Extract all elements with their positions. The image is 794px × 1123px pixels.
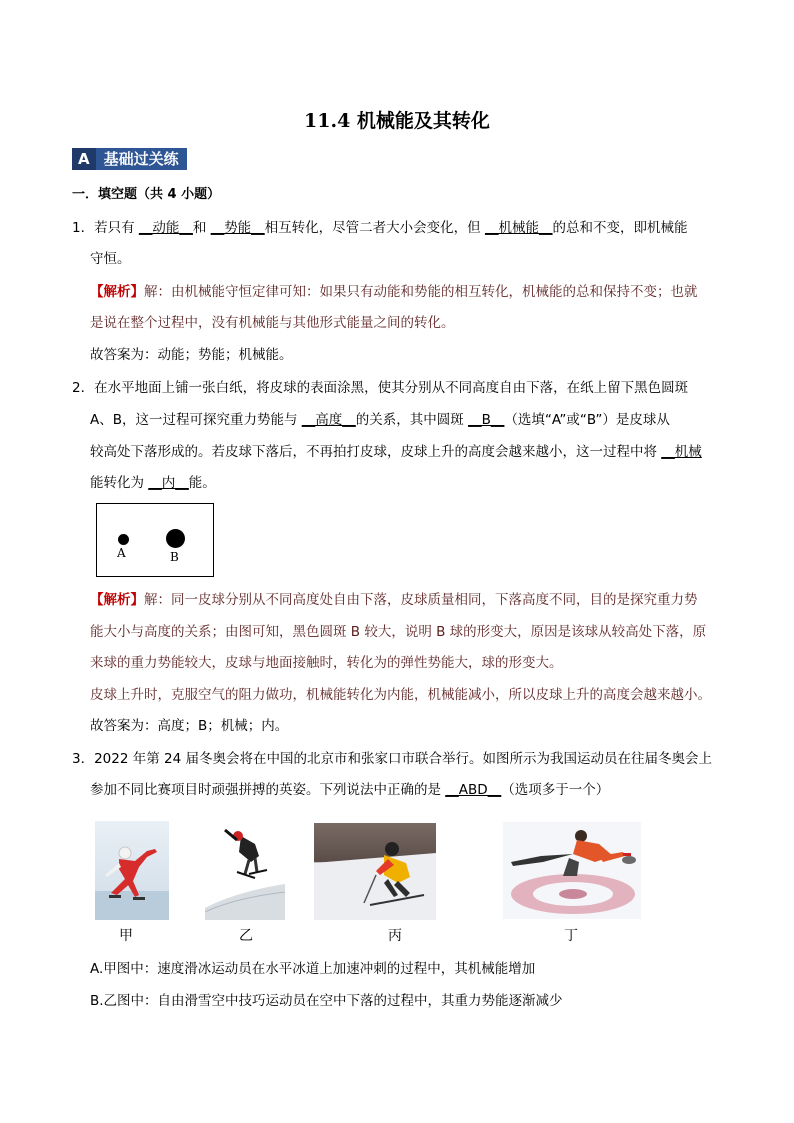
- q1-blank1: __动能__: [138, 220, 193, 236]
- q1-number: 1．: [72, 220, 95, 236]
- q2-text4a: 转化为: [103, 475, 149, 491]
- caption-bing: 丙: [388, 928, 402, 944]
- caption-yi: 乙: [239, 928, 253, 944]
- photo-speed-skating: [95, 821, 169, 920]
- photo-aerial-skiing: [205, 822, 285, 920]
- q1-line2: 守恒。: [90, 251, 131, 267]
- q1-analysis-line1: [90, 283, 698, 301]
- q2-text2b: 的关系，其中圆斑: [355, 412, 469, 428]
- q2-blank3a: __机械: [661, 444, 702, 460]
- section-badge: [72, 148, 187, 170]
- q3-text2a: 参加不同比赛项目时顽强拼搏的英姿。下列说法中正确的是: [90, 782, 446, 798]
- q2-line1: [72, 379, 688, 397]
- q1-line1: [72, 219, 687, 237]
- q2-analysis-line1: [90, 591, 698, 609]
- q2-figure-paper: [96, 503, 214, 577]
- section-letter: A: [72, 148, 96, 170]
- q1-blank2: __势能__: [210, 220, 265, 236]
- q1-blank3: __机械能__: [484, 220, 553, 236]
- q1-analysis-line2: 是说在整个过程中，没有机械能与其他形式能量之间的转化。: [90, 315, 455, 331]
- q2-text3a: 较高处下落形成的。若皮球下落后，不再拍打皮球，皮球上升的高度会越来越小，这一过程中将: [90, 444, 662, 460]
- q1-text-b: 和: [192, 220, 211, 236]
- q2-analysis-line3: 来球的重力势能较大，皮球与地面接触时，转化为的弹性势能大，球的形变大。: [90, 655, 563, 671]
- q2-blank4: __内__: [148, 475, 189, 491]
- photo-curling: [503, 822, 641, 919]
- q2-text1: 在水平地面上铺一张白纸，将皮球的表面涂黑，使其分别从不同高度自由下落，在纸上留下黑色圆斑: [94, 380, 689, 396]
- q1-text-d: 的总和不变，即机械能: [552, 220, 688, 236]
- q2-answer: 故答案为：高度；B；机械；内。: [90, 718, 289, 734]
- q2-analysis-line4: 皮球上升时，克服空气的阻力做功，机械能转化为内能，机械能减小，所以皮球上升的高度会越来越小。: [90, 687, 711, 703]
- q3-number: 3．: [72, 751, 95, 767]
- q3-line1: [72, 750, 712, 768]
- q3-option-b: B.乙图中：自由滑雪空中技巧运动员在空中下落的过程中，其重力势能逐渐减少: [90, 993, 563, 1009]
- q3-text1: 2022 年第 24 届冬奥会将在中国的北京市和张家口市联合举行。如图所示为我国运动员在往届冬奥会上: [94, 751, 713, 767]
- q2-analysis-line2: 能大小与高度的关系；由图可知，黑色圆斑 B 较大，说明 B 球的形变大，原因是该球从较高处下落，原: [90, 624, 707, 640]
- q3-text2b: （选项多于一个）: [501, 782, 610, 798]
- q2-line2: [90, 411, 670, 429]
- q2-analysis-text1: 解：同一皮球分别从不同高度处自由下落，皮球质量相同，下落高度不同，目的是探究重力势: [144, 592, 698, 608]
- q2-line3: [90, 443, 702, 461]
- q2-blank3b: 能: [90, 475, 104, 491]
- q2-analysis-tag: 【解析】: [90, 592, 144, 608]
- spot-b: [166, 529, 185, 548]
- q1-answer: 故答案为：动能；势能；机械能。: [90, 347, 293, 363]
- q2-text2c: （选填“A”或“B”）是皮球从: [504, 412, 670, 428]
- q2-blank1: __高度__: [301, 412, 356, 428]
- page-title: 11.4 机械能及其转化: [304, 110, 490, 132]
- q2-text4b: 能。: [188, 475, 216, 491]
- q3-line2: [90, 781, 609, 799]
- section-label: 基础过关练: [96, 148, 187, 170]
- q2-text2a: A、B，这一过程可探究重力势能与: [90, 412, 302, 428]
- caption-ding: 丁: [564, 928, 578, 944]
- q1-text-c: 相互转化，尽管二者大小会变化，但: [264, 220, 485, 236]
- q1-text-a: 若只有: [94, 220, 139, 236]
- part-heading: 一．填空题（共 4 小题）: [72, 187, 221, 202]
- q1-analysis-tag: 【解析】: [90, 284, 144, 300]
- label-b: B: [170, 550, 179, 564]
- photo-alpine-skiing: [314, 823, 436, 920]
- caption-jia: 甲: [119, 928, 133, 944]
- q2-line4: [90, 474, 216, 492]
- q1-analysis-text1: 解：由机械能守恒定律可知：如果只有动能和势能的相互转化，机械能的总和保持不变；也就: [144, 284, 698, 300]
- q3-option-a: A.甲图中：速度滑冰运动员在水平冰道上加速冲刺的过程中，其机械能增加: [90, 961, 536, 977]
- q2-blank2: __B__: [468, 412, 505, 428]
- spot-a: [118, 534, 129, 545]
- label-a: A: [117, 546, 126, 560]
- q3-blank: __ABD__: [445, 782, 502, 798]
- q2-number: 2．: [72, 380, 95, 396]
